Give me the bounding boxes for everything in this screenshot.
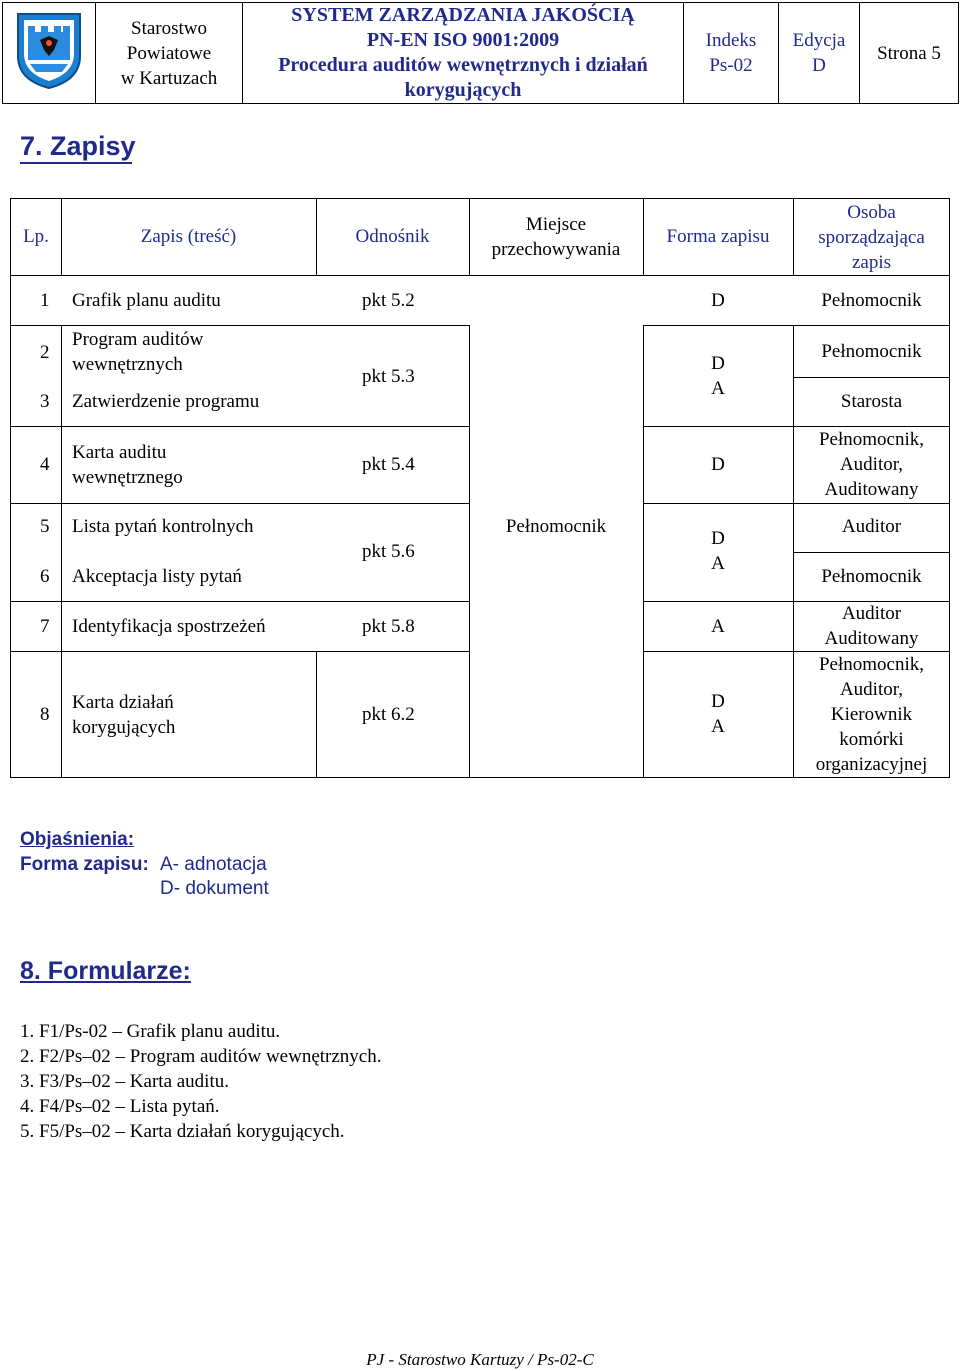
- row-4-forma: D: [711, 454, 725, 475]
- row-3-lp: 3: [40, 391, 50, 412]
- index-value: Ps-02: [709, 55, 753, 76]
- row-7-osoba-2: Auditowany: [824, 628, 919, 649]
- form-item-5: 5. F5/Ps–02 – Karta działań korygujących.: [20, 1121, 345, 1142]
- row-2-3-forma-1: D: [711, 353, 725, 374]
- form-item-2: 2. F2/Ps–02 – Program auditów wewnętrznych.: [20, 1046, 382, 1067]
- row-1-lp: 1: [40, 290, 50, 311]
- document-title: [243, 3, 684, 104]
- row-2-zapis-2: wewnętrznych: [72, 354, 183, 375]
- header-forma: Forma zapisu: [666, 226, 770, 247]
- row-8-forma-1: D: [711, 691, 725, 712]
- row-4-odnosnik: pkt 5.4: [362, 454, 415, 475]
- row-4-osoba-1: Pełnomocnik,: [818, 429, 925, 450]
- form-item-4: 4. F4/Ps–02 – Lista pytań.: [20, 1096, 220, 1117]
- row-5-lp: 5: [40, 516, 50, 537]
- row-5-osoba: Auditor: [841, 516, 902, 537]
- row-4-zapis-1: Karta auditu: [72, 442, 167, 463]
- header-osoba-2: sporządzająca: [818, 227, 925, 248]
- row-4-zapis-2: wewnętrznego: [72, 467, 183, 488]
- header-zapis: Zapis (treść): [140, 226, 237, 247]
- edition-value: D: [812, 55, 826, 76]
- form-item-1: 1. F1/Ps-02 – Grafik planu auditu.: [20, 1021, 281, 1042]
- section-7-heading: 7. Zapisy: [20, 131, 136, 161]
- org-line-3: w Kartuzach: [120, 67, 218, 89]
- header-miejsce-2: przechowywania: [491, 239, 621, 260]
- index-cell: [684, 3, 779, 104]
- row-6-zapis: Akceptacja listy pytań: [72, 566, 242, 587]
- edition-label: Edycja: [792, 30, 846, 51]
- title-line-3: Procedura auditów wewnętrznych i działań: [278, 54, 648, 76]
- header-osoba-3: zapis: [851, 252, 892, 273]
- title-line-1: SYSTEM ZARZĄDZANIA JAKOŚCIĄ: [291, 4, 635, 26]
- storage-location: Pełnomocnik: [505, 516, 607, 537]
- index-label: Indeks: [705, 30, 757, 51]
- row-7-lp: 7: [40, 616, 50, 637]
- legend-item-d: D- dokument: [160, 878, 269, 899]
- form-item-3: 3. F3/Ps–02 – Karta auditu.: [20, 1071, 229, 1092]
- row-5-6-forma-1: D: [711, 528, 725, 549]
- section-7-underline: [20, 162, 132, 164]
- row-7-osoba-1: Auditor: [841, 603, 902, 624]
- row-1-zapis: Grafik planu auditu: [72, 290, 221, 311]
- row-1-osoba: Pełnomocnik: [821, 290, 922, 311]
- row-8-odnosnik: pkt 6.2: [362, 704, 415, 725]
- row-4-osoba-3: Auditowany: [824, 479, 919, 500]
- header-odnosnik: Odnośnik: [355, 226, 430, 247]
- forms-list: [20, 1019, 381, 1144]
- row-2-3-odnosnik: pkt 5.3: [362, 366, 415, 387]
- legend-title: Objaśnienia:: [20, 829, 135, 850]
- row-1-odnosnik: pkt 5.2: [362, 290, 415, 311]
- title-line-2: PN-EN ISO 9001:2009: [366, 29, 560, 51]
- coat-of-arms-logo: [3, 3, 96, 104]
- title-line-4: korygujących: [404, 79, 522, 101]
- row-5-zapis: Lista pytań kontrolnych: [72, 516, 254, 537]
- header-osoba-1: Osoba: [847, 202, 896, 223]
- row-7-odnosnik: pkt 5.8: [362, 616, 415, 637]
- row-8-zapis-1: Karta działań: [72, 692, 174, 713]
- header-miejsce-1: Miejsce: [525, 214, 587, 235]
- row-7-forma: A: [711, 616, 725, 637]
- row-5-6-odnosnik: pkt 5.6: [362, 541, 415, 562]
- row-8-osoba-2: Auditor,: [839, 679, 904, 700]
- row-8-osoba-4: komórki: [839, 729, 904, 750]
- page-footer: PJ - Starostwo Kartuzy / Ps-02-C: [366, 1350, 594, 1369]
- row-1-forma: D: [711, 290, 725, 311]
- org-line-1: Starostwo: [131, 17, 207, 39]
- row-2-osoba: Pełnomocnik: [821, 341, 922, 362]
- row-3-osoba: Starosta: [840, 391, 903, 412]
- row-7-zapis: Identyfikacja spostrzeżeń: [72, 616, 266, 637]
- row-8-zapis-2: korygujących: [72, 717, 176, 738]
- legend-label: Forma zapisu:: [20, 854, 149, 875]
- row-4-lp: 4: [40, 454, 50, 475]
- section-8-heading: 8. Formularze:: [20, 957, 191, 985]
- row-2-zapis-1: Program auditów: [72, 329, 204, 350]
- row-6-osoba: Pełnomocnik: [821, 566, 922, 587]
- shield-icon: [14, 10, 84, 90]
- row-3-zapis: Zatwierdzenie programu: [72, 391, 260, 412]
- row-2-lp: 2: [40, 342, 50, 363]
- document-header: [2, 2, 959, 104]
- row-5-6-forma-2: A: [711, 553, 725, 574]
- row-4-osoba-2: Auditor,: [839, 454, 904, 475]
- row-8-forma-2: A: [711, 716, 725, 737]
- legend-item-a: A- adnotacja: [160, 854, 267, 875]
- header-lp: Lp.: [23, 226, 49, 247]
- row-8-osoba-5: organizacyjnej: [815, 754, 928, 775]
- row-8-osoba-1: Pełnomocnik,: [818, 654, 925, 675]
- row-8-lp: 8: [40, 704, 50, 725]
- row-6-lp: 6: [40, 566, 50, 587]
- row-8-osoba-3: Kierownik: [830, 704, 913, 725]
- row-2-3-forma-2: A: [711, 378, 725, 399]
- organization-name: [96, 3, 243, 104]
- edition-cell: [779, 3, 860, 104]
- org-line-2: Powiatowe: [126, 42, 212, 64]
- page-number: Strona 5: [860, 3, 959, 104]
